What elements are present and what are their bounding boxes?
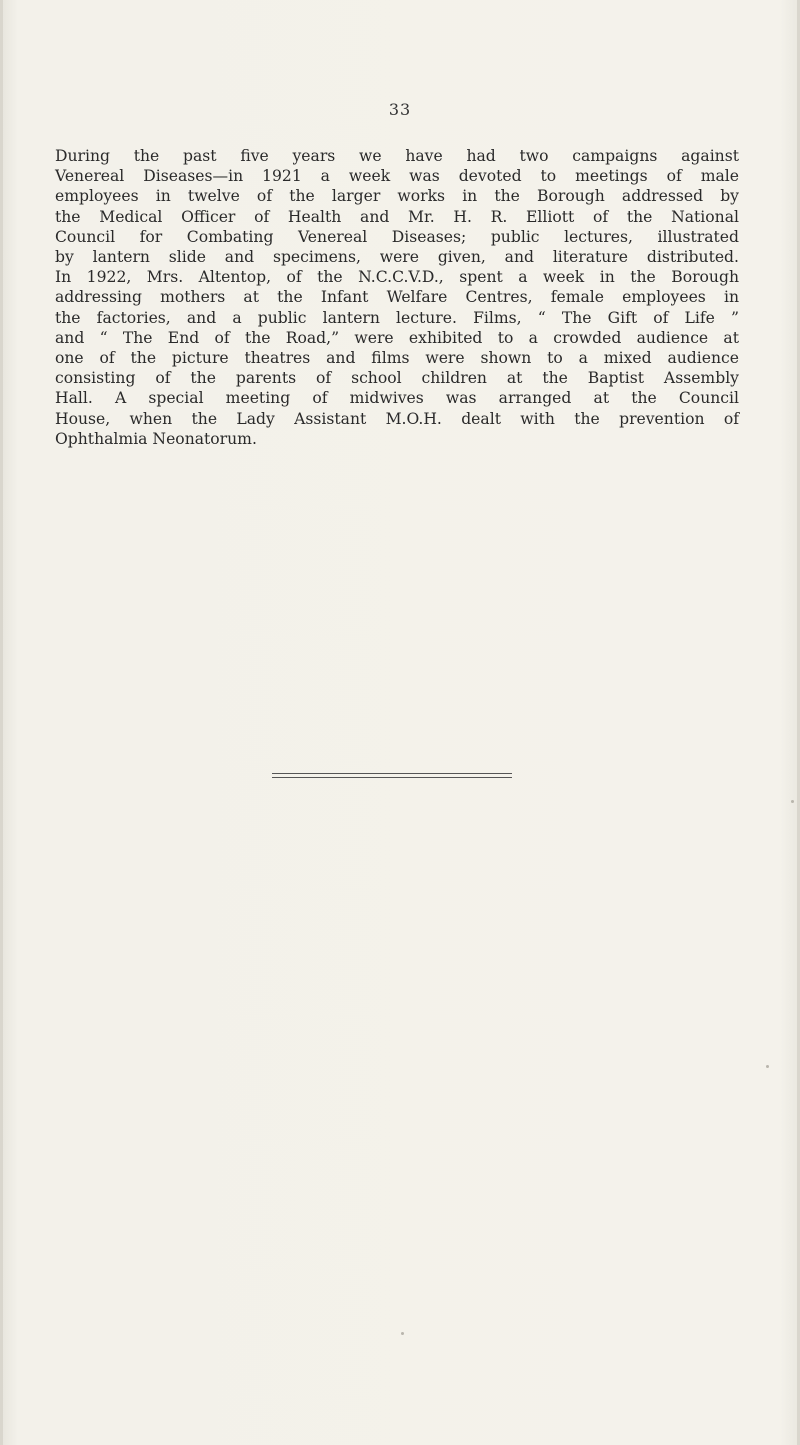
scan-speck <box>401 1332 404 1335</box>
paragraph-line-text: employees in twelve of the larger works in the Borough addressed by <box>55 187 739 206</box>
paragraph-line <box>55 166 739 186</box>
paragraph-line <box>55 429 739 449</box>
paragraph-line-text: consisting of the parents of school children at the Baptist Assembly <box>55 369 739 388</box>
paragraph-line-text: one of the picture theatres and films were shown to a mixed audience <box>55 349 739 368</box>
paragraph-line-text: addressing mothers at the Infant Welfare Centres, female employees in <box>55 288 739 307</box>
paragraph-line-text: During the past five years we have had two campaigns against <box>55 147 739 165</box>
paragraph-line <box>55 247 739 267</box>
paragraph-line <box>55 146 739 166</box>
paragraph-line-text: Council for Combating Venereal Diseases; public lectures, illustrated <box>55 227 739 246</box>
paragraph-line-text: and “ The End of the Road,” were exhibited to a crowded audience at <box>55 328 739 347</box>
paragraph-line-text: Hall. A special meeting of midwives was arranged at the Council <box>55 389 739 408</box>
paragraph-line <box>55 368 739 388</box>
paragraph-line <box>55 388 739 408</box>
paragraph-line-text: Venereal Diseases—in 1921 a week was devoted to meetings of male <box>55 167 739 186</box>
paragraph-line <box>55 227 739 247</box>
paragraph-line <box>55 409 739 429</box>
paragraph-line <box>55 207 739 227</box>
page-number: 33 <box>388 100 412 119</box>
divider-rule-top <box>272 773 512 774</box>
page-left-edge <box>0 0 3 1445</box>
paragraph-line <box>55 308 739 328</box>
paragraph-line-text: House, when the Lady Assistant M.O.H. dealt with the prevention of <box>55 409 739 428</box>
paragraph-line-text: Ophthalmia Neonatorum. <box>55 429 257 448</box>
paragraph-line-text: the Medical Officer of Health and Mr. H. R. Elliott of the National <box>55 207 739 226</box>
paragraph-line-text: by lantern slide and specimens, were given, and literature distributed. <box>55 248 739 267</box>
scan-speck <box>766 1065 769 1068</box>
paragraph-line <box>55 287 739 307</box>
paragraph-line-text: the factories, and a public lantern lecture. Films, “ The Gift of Life ” <box>55 308 739 327</box>
paragraph-line <box>55 186 739 206</box>
paragraph-line <box>55 328 739 348</box>
paragraph-line-text: In 1922, Mrs. Altentop, of the N.C.C.V.D., spent a week in the Borough <box>55 268 739 287</box>
divider-rule-bottom <box>272 777 512 778</box>
paragraph <box>55 146 739 449</box>
scan-speck <box>791 800 794 803</box>
paragraph-line <box>55 348 739 368</box>
paragraph-line <box>55 267 739 287</box>
